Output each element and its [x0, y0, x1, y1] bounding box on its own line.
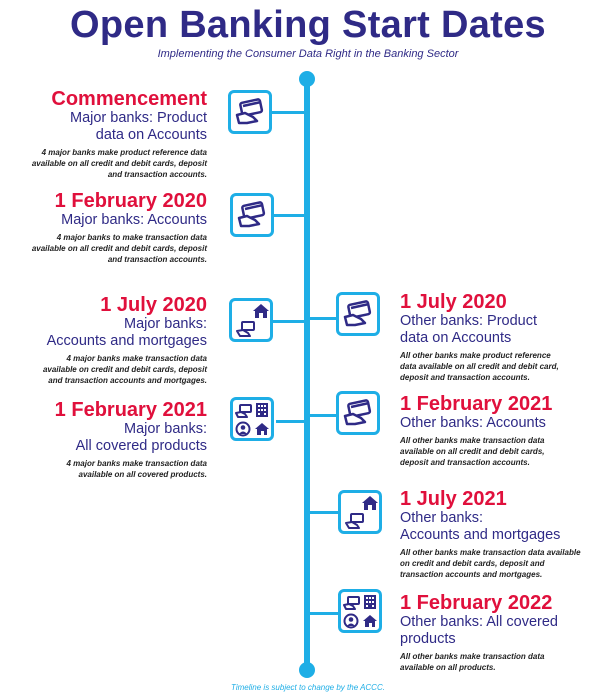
- milestone-heading-line: products: [400, 631, 456, 647]
- page-subtitle: Implementing the Consumer Data Right in the Banking Sector: [157, 48, 459, 60]
- description-line: data available on all credit and debit card,: [400, 362, 559, 371]
- milestone-jul-2021-other: [400, 488, 612, 580]
- description-line: available on all products.: [400, 663, 496, 672]
- milestone-feb-2021-major: [0, 399, 207, 480]
- milestone-heading-line: Other banks: Accounts: [400, 415, 546, 431]
- milestone-heading-line: All covered products: [75, 438, 207, 454]
- milestone-heading-line: Accounts and mortgages: [46, 333, 207, 349]
- milestone-description: [400, 435, 612, 468]
- timeline-start-dot: [299, 71, 315, 87]
- description-line: and transaction accounts.: [107, 255, 207, 264]
- timeline-end-dot: [299, 662, 315, 678]
- card-hand-icon: [339, 394, 377, 432]
- all-products-icon-box: [338, 589, 382, 633]
- connector-line: [276, 420, 306, 423]
- house-icon: [360, 494, 380, 512]
- description-line: available on all credit and debit cards, deposit: [31, 244, 207, 253]
- description-line: deposit and transaction accounts.: [400, 458, 530, 467]
- card-hand-icon: [344, 512, 366, 530]
- description-line: available on all credit and debit cards,: [400, 447, 545, 456]
- card-hand-icon: [343, 595, 361, 611]
- card-hand-icon: [233, 196, 271, 234]
- milestone-heading-line: Other banks: Product: [400, 313, 538, 329]
- connector-line: [308, 414, 338, 417]
- description-line: on credit and debit cards, deposit and: [400, 559, 545, 568]
- description-line: All other banks make transaction data available: [400, 548, 581, 557]
- milestone-heading-line: Major banks:: [123, 421, 207, 437]
- building-icon: [254, 402, 270, 418]
- description-line: All other banks make transaction data: [400, 652, 545, 661]
- milestone-description: [0, 147, 207, 180]
- milestone-date: 1 July 2020: [400, 291, 507, 313]
- description-line: available on all credit and debit cards, deposit: [31, 159, 207, 168]
- description-line: 4 major banks to make transaction data: [56, 233, 207, 242]
- milestone-heading-line: Other banks: All covered: [400, 614, 558, 630]
- milestone-date: Commencement: [51, 88, 207, 110]
- description-line: available on credit and debit cards, deposit: [42, 365, 207, 374]
- description-line: transaction accounts and mortgages.: [400, 570, 543, 579]
- description-line: deposit and transaction accounts.: [400, 373, 530, 382]
- card-hand-icon-box: [230, 193, 274, 237]
- milestone-description: [400, 651, 612, 673]
- card-hand-icon: [235, 320, 257, 338]
- milestone-description: [400, 350, 612, 383]
- milestone-heading-line: data on Accounts: [400, 330, 512, 346]
- connector-line: [274, 214, 306, 217]
- card-hand-icon-box: [336, 391, 380, 435]
- milestone-description: [0, 353, 207, 386]
- milestone-date: 1 July 2021: [400, 488, 507, 510]
- milestone-feb-2022-other: [400, 592, 612, 673]
- house-icon: [254, 421, 270, 437]
- milestone-jul-2020-other: [400, 291, 612, 383]
- page-title: Open Banking Start Dates: [70, 4, 546, 46]
- milestone-date: 1 February 2021: [54, 399, 207, 421]
- milestone-date: 1 July 2020: [100, 294, 207, 316]
- milestone-description: [0, 232, 207, 265]
- milestone-jul-2020-major: [0, 294, 207, 386]
- person-icon: [343, 613, 359, 629]
- connector-line: [308, 612, 340, 615]
- description-line: and transaction accounts.: [107, 170, 207, 179]
- card-hand-icon-box: [228, 90, 272, 134]
- milestone-description: [400, 547, 612, 580]
- person-icon: [235, 421, 251, 437]
- milestone-heading-line: data on Accounts: [95, 127, 207, 143]
- house-card-icon-box: [229, 298, 273, 342]
- card-hand-icon: [231, 93, 269, 131]
- card-hand-icon: [235, 403, 253, 419]
- description-line: All other banks make transaction data: [400, 436, 545, 445]
- connector-line: [308, 317, 338, 320]
- connector-line: [273, 320, 306, 323]
- milestone-heading-line: Major banks: Accounts: [61, 212, 207, 228]
- milestone-heading-line: Other banks:: [400, 510, 484, 526]
- milestone-commencement-major: [0, 88, 207, 180]
- milestone-heading-line: Major banks:: [123, 316, 207, 332]
- milestone-heading-line: Major banks: Product: [69, 110, 207, 126]
- timeline-axis: [304, 78, 310, 670]
- milestone-date: 1 February 2022: [400, 592, 553, 614]
- milestone-feb-2020-major: [0, 190, 207, 265]
- description-line: available on all covered products.: [78, 470, 207, 479]
- all-products-icon-box: [230, 397, 274, 441]
- footer-note: Timeline is subject to change by the ACCC.: [231, 683, 385, 692]
- milestone-feb-2021-other: [400, 393, 612, 468]
- card-hand-icon: [339, 295, 377, 333]
- milestone-date: 1 February 2020: [54, 190, 207, 212]
- description-line: and transaction accounts and mortgages.: [48, 376, 207, 385]
- description-line: All other banks make product reference: [400, 351, 551, 360]
- house-icon: [362, 613, 378, 629]
- milestone-heading-line: Accounts and mortgages: [400, 527, 561, 543]
- house-icon: [251, 302, 271, 320]
- house-card-icon-box: [338, 490, 382, 534]
- milestone-description: [0, 458, 207, 480]
- connector-line: [308, 511, 340, 514]
- description-line: 4 major banks make product reference data: [41, 148, 207, 157]
- connector-line: [272, 111, 306, 114]
- description-line: 4 major banks make transaction data: [66, 354, 207, 363]
- milestone-date: 1 February 2021: [400, 393, 553, 415]
- card-hand-icon-box: [336, 292, 380, 336]
- building-icon: [362, 594, 378, 610]
- description-line: 4 major banks make transaction data: [66, 459, 207, 468]
